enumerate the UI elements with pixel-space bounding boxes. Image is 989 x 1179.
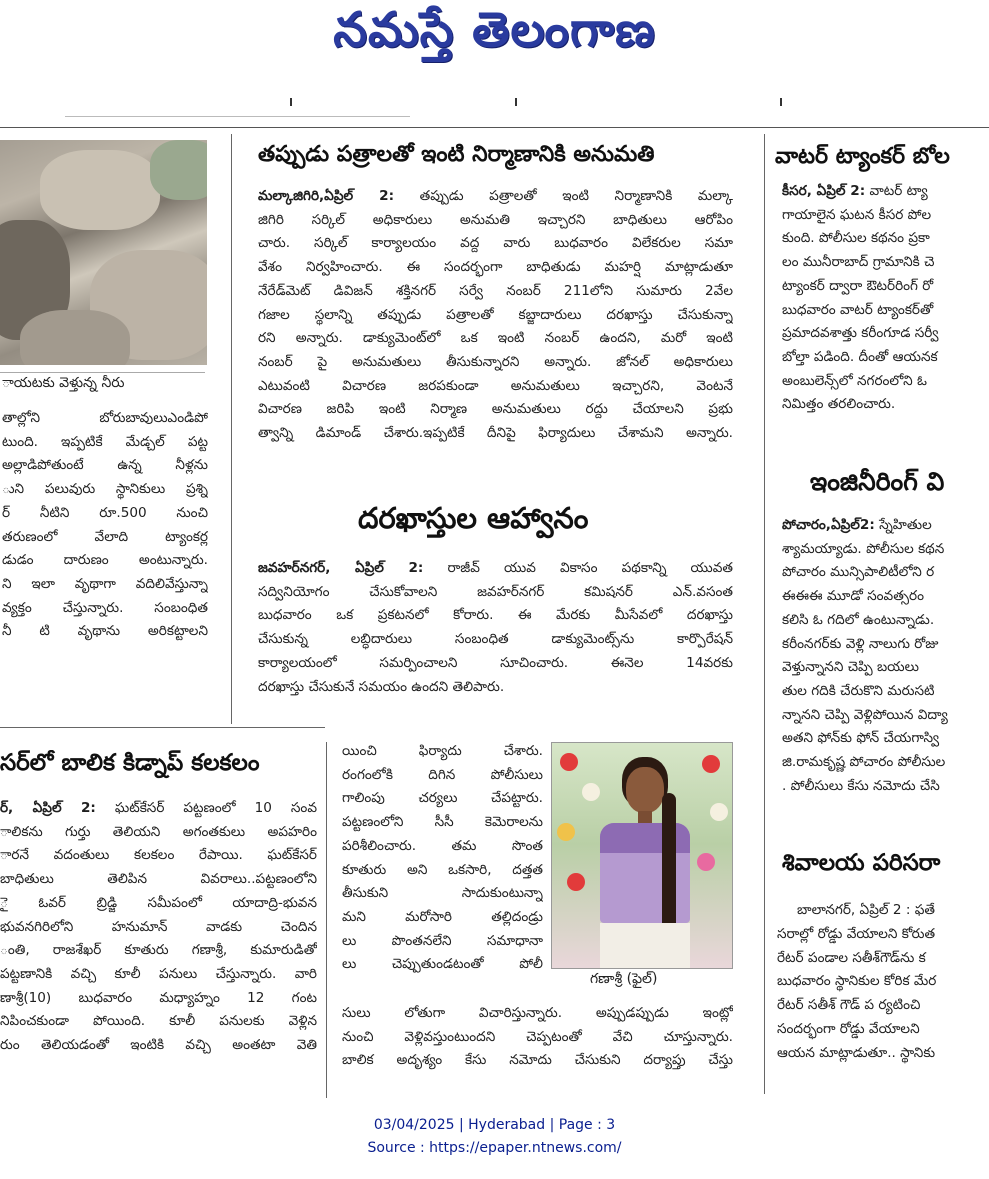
article1-dateline: మల్కాజిగిరి,ఏప్రిల్ 2: <box>258 188 395 204</box>
right-story1-dateline: కీసర, ఏప్రిల్ 2: <box>782 183 866 199</box>
header-faint-rule <box>65 116 410 117</box>
article2-body: జవహర్‌నగర్, ఏప్రిల్ 2: రాజీవ్ యువ వికాసం పథకాన్ని యువత సద్వినియోగం చేసుకోవాలని జవహర్‌నగర్ కమిషనర్ ఎన్.వసంత బుధవారం ఒక ప్రకటనలో కోరారు. ఈ మేరకు మీసేవలో దరఖాస్తు చేసుకున్న లబ్ధిదారులు సంబంధిత డాక్యుమెంట్స్‌ను కార్పొరేషన్ కార్యాలయంలో సమర్పించాలని సూచించారు. ఈనెల 14వరకు దరఖాస్తు చేసుకునే సమయం ఉందని తెలిపారు. <box>258 560 733 695</box>
masthead-tick-mark <box>515 98 517 106</box>
rock-photo-caption: ాయటకు వెళ్తున్న నీరు <box>2 375 125 391</box>
girl-photo-caption: గణాశ్రీ (ఫైల్) <box>590 971 658 987</box>
footer-date-line: 03/04/2025 | Hyderabad | Page : 3 <box>373 1117 616 1133</box>
column-divider <box>326 742 327 1098</box>
right-story1-headline: వాటర్ ట్యాంకర్ బోల <box>775 144 950 169</box>
rock-water-photo <box>0 140 207 365</box>
right-story3-headline: శివాలయ పరిసరా <box>782 850 941 876</box>
right-story1-body: కీసర, ఏప్రిల్ 2: వాటర్ ట్యా గాయాలైన ఘటన కీసర పోల కుంది. పోలీసుల కథనం ప్రకా లం మునీరాబాద్ గ్రామానికి చె ట్యాంకర్ ద్వారా ఔటర్‌రింగ్ రో బుధవారం వాటర్ ట్యాంకర్‌తో ప్రమాదవశాత్తు కరీంగూడ సర్వీ బోల్తా పడింది. దీంతో ఆయనక అంబులెన్స్‌లో నగరంలోని ఓ నిమిత్తం తరలించారు. <box>782 183 939 413</box>
article3-dateline: ర్, ఏప్రిల్ 2: <box>0 800 96 816</box>
article3-headline: సర్‌లో బాలిక కిడ్నాప్ కలకలం <box>0 750 260 776</box>
article1-body: మల్కాజిగిరి,ఏప్రిల్ 2: తప్పుడు పత్రాలతో ఇంటి నిర్మాణానికి మల్కా జిగిరి సర్కిల్ అధికారులు అనుమతి ఇచ్చారని బాధితులు ఆరోపిం చారు. సర్కిల్ కార్యాలయం వద్ద వారు బుధవారం విలేకరుల సమా వేశం నిర్వహించారు. ఈ సందర్భంగా బాధితుడు మహర్షి మాట్లాడుతూ నేరేడ్‌మెట్ డివిజన్ శక్తినగర్ సర్వే నంబర్ 211లోని సుమారు 2వేల గజాల స్థలాన్ని తప్పుడు పత్రాలతో కబ్జాదారులు దరఖాస్తు చేసుకున్నా రని అన్నారు. డాక్యుమెంట్‌లో ఒక ఇంటి నంబర్ ఉందని, మరో ఇంటి నంబర్ పై అనుమతులు తీసుకున్నారని అన్నారు. జోనల్ అధికారులు ఎటువంటి విచారణ జరపకుండా అనుమతులు ఇచ్చారని, వెంటనే విచారణ జరిపి ఇంటి నిర్మాణ అనుమతులు రద్దు చేయాలని ప్రభు త్వాన్ని డిమాండ్ చేశారు.ఇప్పటికే దీనిపై ఫిర్యాదులు చేశామని అన్నారు. <box>258 188 733 442</box>
article2-dateline: జవహర్‌నగర్, ఏప్రిల్ 2: <box>258 560 424 576</box>
left-column-body: తాల్లోని బోరుబావులుఎండిపో టుంది. ఇప్పటికే మేడ్చల్ పట్ట అల్లాడిపోతుంటే ఉన్న నీళ్లను ుని పలువురు స్థానికులు ప్రశ్ని ర్ నీటిని రూ.500 నుంచి తరుణంలో వేలాది ట్యాంకర్ల డుడం దారుణం అంటున్నారు. ని ఇలా వృథాగా వదిలివేస్తున్నా వ్యక్తం చేస్తున్నారు. సంబంధిత నీ టి వృథాను అరికట్టాలని <box>2 410 208 640</box>
right-story2-dateline: పోచారం,ఏప్రిల్2: <box>782 517 875 533</box>
masthead-tick-mark <box>780 98 782 106</box>
article3-bottom-body: సులు లోతుగా విచారిస్తున్నారు. అప్పుడప్పుడు ఇంట్లో నుంచి వెళ్లివస్తుంటుందని చెప్పటంతో వేచి చూస్తున్నారు. బాలిక అదృశ్యం కేసు నమోదు చేసుకుని దర్యాప్తు చేస్తు <box>342 1005 733 1069</box>
article3-left-body: ర్, ఏప్రిల్ 2: ఘట్‌కేసర్ పట్టణంలో 10 సంవ ాలికను గుర్తు తెలియని అగంతకులు అపహరిం ారనే వదంతులు కలకలం రేపాయి. ఘట్‌కేసర్ బాధితులు తెలిపిన వివరాలు..పట్టణంలోని ై ఓవర్ బ్రిడ్జి సమీపంలో యాదాద్రి-భువన భువనగిరిలోని హనుమాన్ వాడకు చెందిన ంతి, రాజశేఖర్ కూతురు గణాశ్రీ, కుమారుడితో పట్టణానికి వచ్చి కూలీ పనులు చేస్తున్నారు. వారి ణాశ్రీ(10) బుధవారం మధ్యాహ్నం 12 గంట నిపించకుండా పోయింది. కూలీ పనులకు వెళ్లిన రుం తెలియడంతో ఇంటికి వచ్చి అంతటా వెతి <box>0 800 317 1054</box>
right-story3-body-cont: సరాల్లో రోడ్డు వేయాలని కోరుత రేటర్ పండాల సతీశ్‌గౌడ్‌ను క బుధవారం స్థానికుల కోరిక మేర రేటర్ సతీశ్ గౌడ్ ప ర్యటించి సందర్భంగా రోడ్డు వేయాలని ఆయన మాట్లాడుతూ.. స్థానికు <box>777 926 937 1061</box>
masthead-title: నమస్తే తెలంగాణ <box>333 2 656 58</box>
header-rule <box>0 127 989 128</box>
article1-headline: తప్పుడు పత్రాలతో ఇంటి నిర్మాణానికి అనుమతి <box>258 142 655 167</box>
footer-source-line: Source : https://epaper.ntnews.com/ <box>367 1140 622 1156</box>
right-story3-body: బాలానగర్, ఏప్రిల్ 2 : ఫతే <box>797 902 935 918</box>
masthead-tick-mark <box>290 98 292 106</box>
girl-photo <box>551 742 733 969</box>
caption-divider <box>0 372 205 373</box>
article3-mid-body: యించి ఫిర్యాదు చేశారు. రంగంలోకి దిగిన పోలీసులు గాలింపు చర్యలు చేపట్టారు. పట్టణంలోని సీసీ కెమెరాలను పరిశీలించారు. తమ సొంత కూతురు అని ఒకసారి, దత్తత తీసుకుని సాదుకుంటున్నా మని మరోసారి తల్లిదండ్రు లు పొంతనలేని సమాధానా లు చెప్పుతుండటంతో పోలీ <box>342 743 543 973</box>
column-divider <box>231 134 232 724</box>
article2-headline: దరఖాస్తుల ఆహ్వానం <box>358 501 589 535</box>
right-story2-body: పోచారం,ఏప్రిల్2: స్నేహితుల శ్యామయ్యాడు. పోలీసుల కథన పోచారం మున్సిపాలిటీలోని ర ఈఈఈ మూడో సంవత్సరం కలిసి ఓ గదిలో ఉంటున్నాడు. కరీంనగర్‌కు వెళ్లి నాలుగు రోజు వెళ్తున్నానని చెప్పి బయలు తుల గదికి చేరుకొని మరుసటి న్నానని చెప్పి వెళ్లిపోయిన విద్యా అతని ఫోన్‌కు ఫోన్ చేయగాస్వి జి.రామకృష్ణ పోచారం పోలీసుల . పోలీసులు కేసు నమోదు చేసి <box>782 517 948 794</box>
right-story2-headline: ఇంజినీరింగ్ వి <box>810 467 945 496</box>
section-divider <box>0 727 325 728</box>
masthead <box>0 0 989 70</box>
column-divider <box>764 134 765 1094</box>
right-story3-dateline: బాలానగర్, ఏప్రిల్ 2 : <box>797 902 911 918</box>
